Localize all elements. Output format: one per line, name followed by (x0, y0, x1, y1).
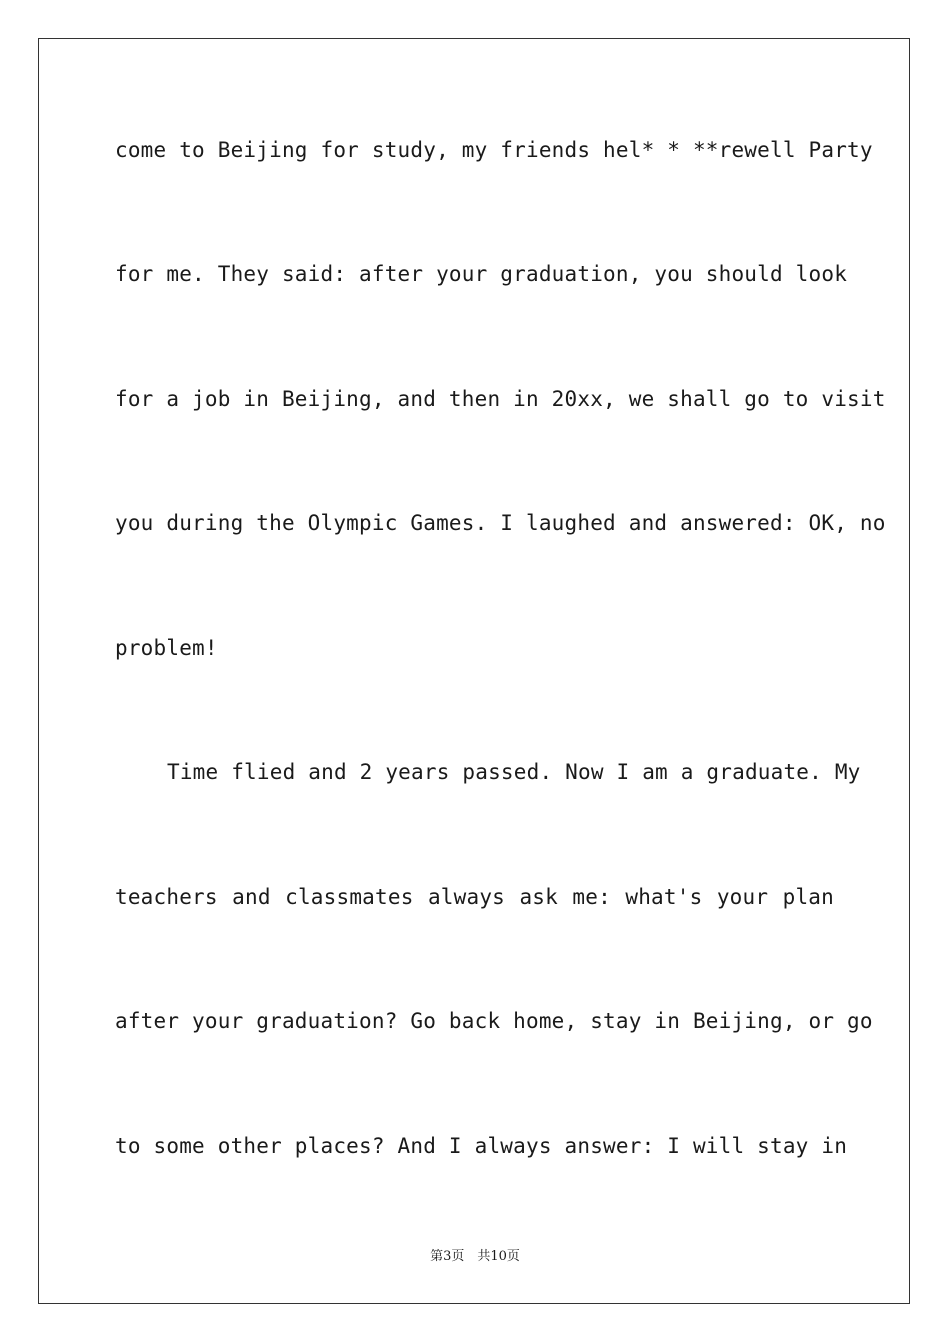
body-text-line: to some other places? And I always answer: I will stay in (115, 1134, 848, 1158)
body-text-line: teachers and classmates always ask me: what's your plan (115, 885, 834, 909)
page-frame (38, 38, 910, 1304)
body-text-line: problem! (115, 636, 218, 660)
page-number-footer: 第3页 共10页 (430, 1249, 520, 1264)
body-text-line: come to Beijing for study, my friends hel* * **rewell Party (115, 138, 873, 162)
body-text-line: for a job in Beijing, and then in 20xx, we shall go to visit (115, 387, 886, 411)
body-text-line: for me. They said: after your graduation, you should look (115, 262, 848, 286)
paragraph-first-line: Time flied and 2 years passed. Now I am a graduate. My (167, 760, 861, 784)
body-text-line: after your graduation? Go back home, stay in Beijing, or go (115, 1009, 873, 1033)
body-text-line: you during the Olympic Games. I laughed and answered: OK, no (115, 511, 886, 535)
